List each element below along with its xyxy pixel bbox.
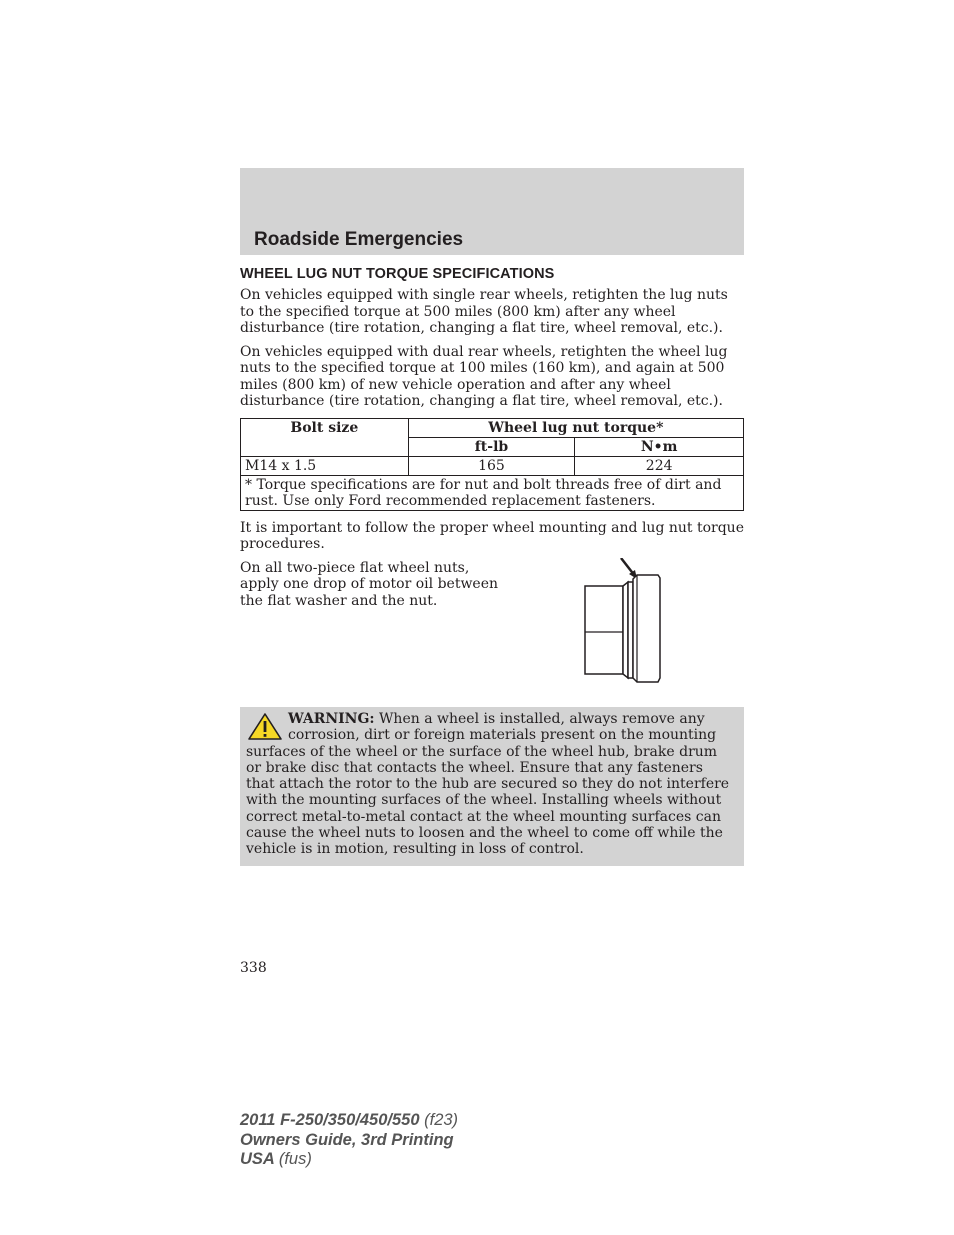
table-footnote: * Torque specifications are for nut and bolt threads free of dirt and rust. Use only Ford recommended replacement fasteners.	[241, 475, 744, 510]
page-number: 338	[240, 960, 267, 976]
section-title: Roadside Emergencies	[254, 229, 464, 250]
footer-model: 2011 F-250/350/450/550	[240, 1111, 420, 1129]
cell-bolt-size: M14 x 1.5	[241, 456, 409, 475]
warning-triangle-icon	[246, 711, 284, 741]
nut-body	[585, 586, 623, 674]
footer-region: USA	[240, 1150, 275, 1168]
footer-model-code: (f23)	[424, 1111, 459, 1129]
cell-nm: 224	[575, 456, 744, 475]
footer-printing: Owners Guide, 3rd Printing	[240, 1130, 454, 1149]
header-unit-ftlb: ft-lb	[408, 437, 575, 456]
table-row	[241, 456, 744, 475]
torque-table	[240, 418, 744, 511]
paragraph-single-rear: On vehicles equipped with single rear wheels, retighten the lug nuts to the specified torque at 500 miles (800 km) after any wheel disturbance (tire rotation, changing a flat tire, wheel removal, etc.).	[240, 287, 728, 336]
footer-region-code: (fus)	[278, 1150, 312, 1168]
header-unit-nm: N•m	[575, 437, 744, 456]
document-footer	[240, 1111, 458, 1170]
main-content	[240, 266, 744, 688]
warning-text: When a wheel is installed, always remove any corrosion, dirt or foreign materials present on the mounting surfaces of the wheel or the surface of the wheel hub, brake drum or brake disc that contacts the wheel. Ensure that any fasteners that attach the rotor to the hub are secured so they do not interfere with the mounting surfaces of the wheel. Installing wheels without correct metal-to-metal contact at the wheel mounting surfaces can cause the wheel nuts to loosen and the wheel to come off while the vehicle is in motion, resulting in loss of control.	[246, 711, 730, 858]
warning-box	[240, 707, 744, 866]
page-heading: WHEEL LUG NUT TORQUE SPECIFICATIONS	[240, 266, 555, 282]
lug-nut-diagram	[580, 558, 670, 683]
paragraph-dual-rear: On vehicles equipped with dual rear wheels, retighten the wheel lug nuts to the specified torque at 100 miles (160 km), and again at 500 miles (800 km) of new vehicle operation and after any wheel disturbance (tire rotation, changing a flat tire, wheel removal, etc.).	[240, 343, 728, 409]
oil-instruction-block	[240, 560, 744, 688]
header-bolt-size: Bolt size	[241, 418, 409, 456]
paragraph-procedures: It is important to follow the proper wheel mounting and lug nut torque procedures.	[240, 519, 744, 552]
cell-ftlb: 165	[408, 456, 575, 475]
section-header-band	[240, 168, 744, 255]
paragraph-oil: On all two-piece flat wheel nuts, apply one drop of motor oil between the flat washer and the nut.	[240, 559, 499, 609]
header-wheel-torque: Wheel lug nut torque*	[408, 418, 743, 437]
warning-label: WARNING:	[288, 711, 375, 727]
